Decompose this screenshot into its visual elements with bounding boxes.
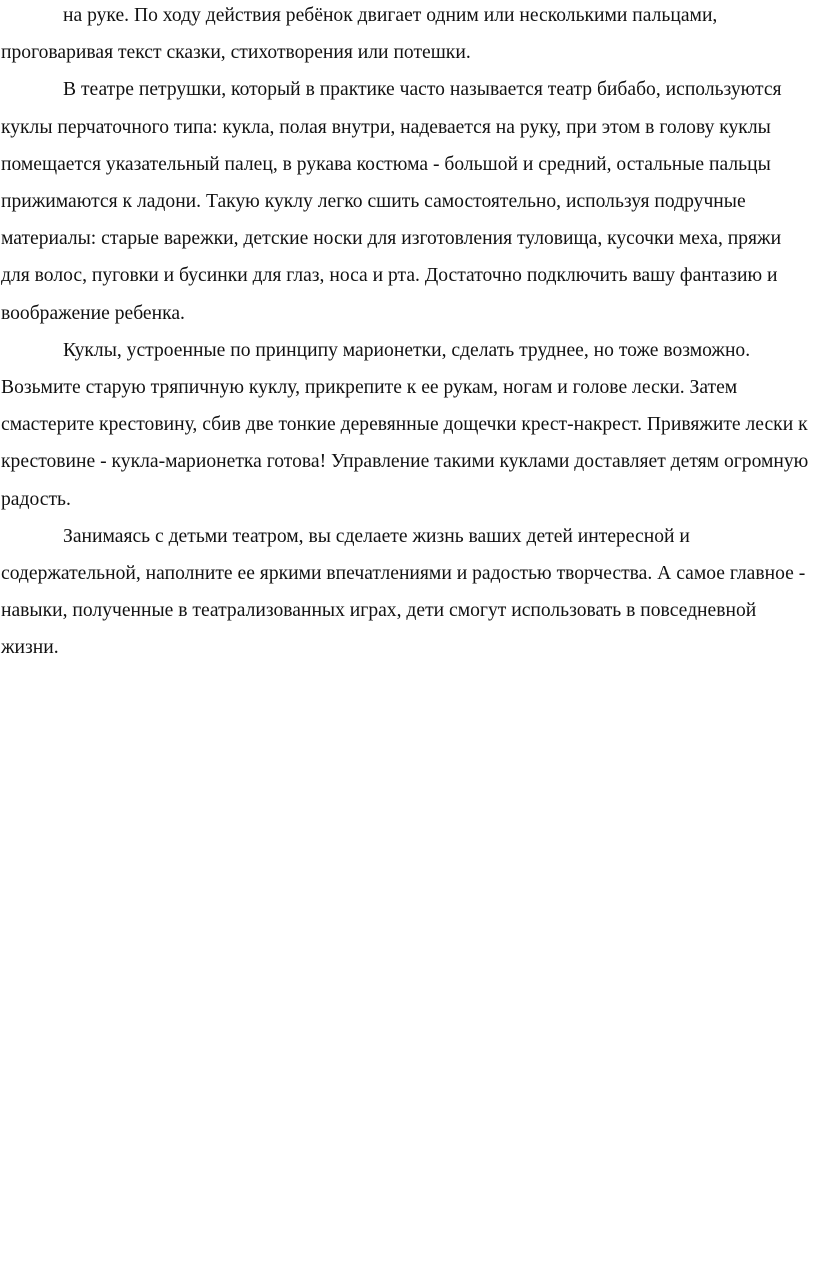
paragraph-marionettes: Куклы, устроенные по принципу марионетки, сделать труднее, но тоже возможно. Возьмите старую тряпичную куклу, прикрепите к ее рукам, ногам и голове лески. Затем смастерите крестовину, сбив две тонкие деревянные дощечки крест-накрест. Привяжите лески к крестовине - кукла-марионетка готова! Управление такими куклами доставляет детям огромную радость. (1, 339, 809, 510)
paragraph-glove-puppets: В театре петрушки, который в практике часто называется театр бибабо, используются куклы перчаточного типа: кукла, полая внутри, надевается на руку, при этом в голову куклы помещается указательный палец, в рукава костюма - большой и средний, остальные пальцы прижимаются к ладони. Такую куклу легко сшить самостоятельно, используя подручные материалы: старые варежки, детские носки для изготовления туловища, кусочки меха, пряжи для волос, пуговки и бусинки для глаз, носа и рта. Достаточно подключить вашу фантазию и воображение ребенка. (1, 79, 782, 324)
paragraph-finger-puppets-end: на руке. По ходу действия ребёнок двигает одним или несколькими пальцами, проговаривая текст сказки, стихотворения или потешки. (1, 5, 718, 64)
document-body (1, 0, 810, 667)
paragraph-conclusion: Занимаясь с детьми театром, вы сделаете жизнь ваших детей интересной и содержательной, наполните ее яркими впечатлениями и радостью творчества. А самое главное - навыки, полученные в театрализованных играх, дети смогут использовать в повседневной жизни. (1, 525, 806, 659)
